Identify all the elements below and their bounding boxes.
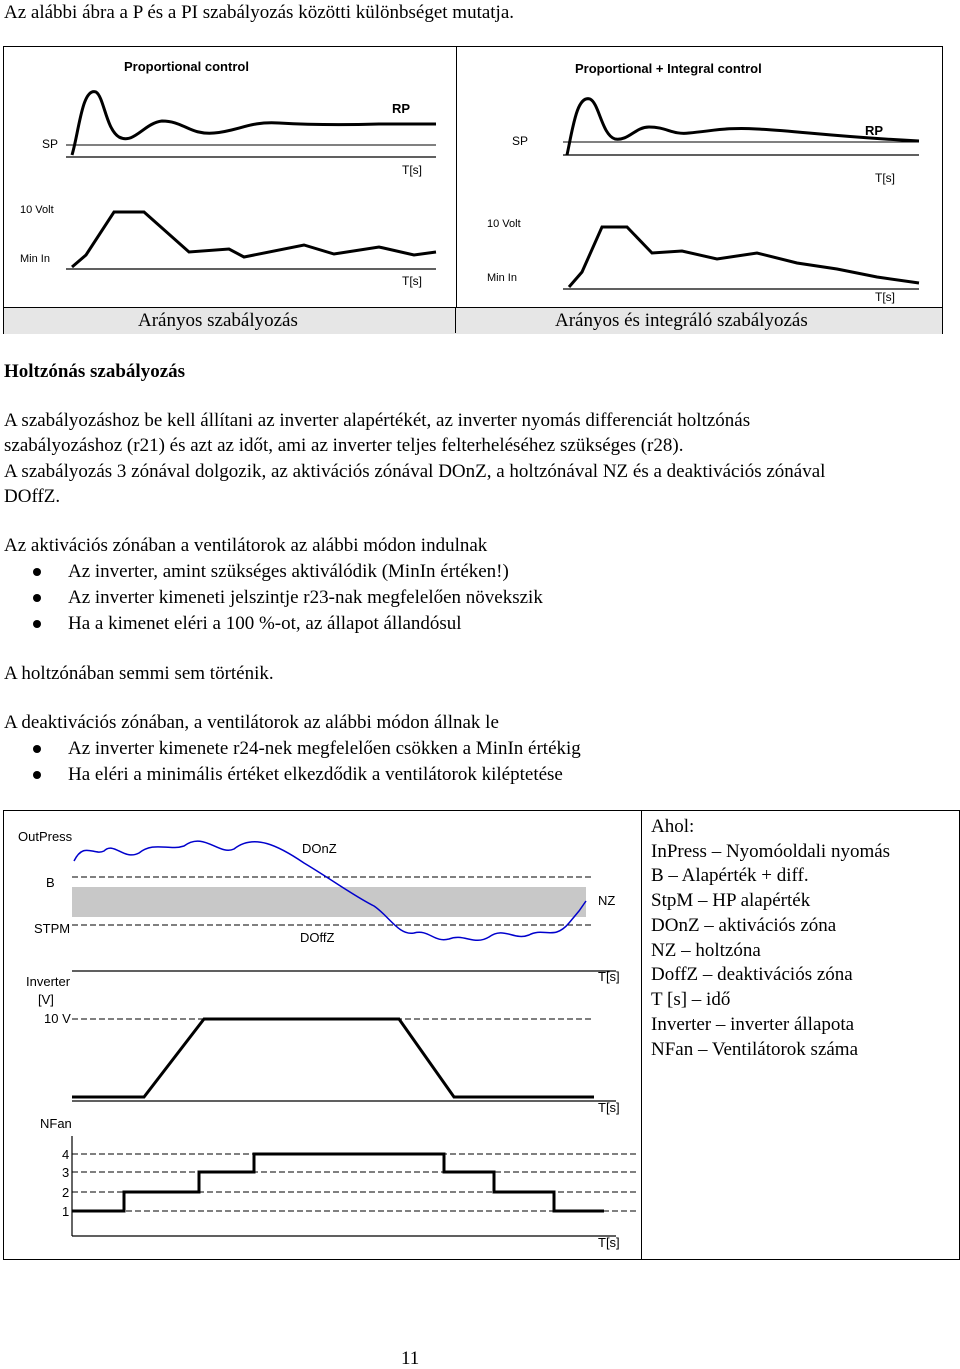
para-line: A szabályozás 3 zónával dolgozik, az aktivációs zónával DOnZ, a holtzónával NZ és a deaktivációs zónával — [4, 461, 826, 482]
fan-count-steps — [72, 1154, 604, 1211]
t-label-1: T[s] — [598, 969, 620, 984]
deactivation-intro: A deaktivációs zónában, a ventilátorok az alábbi módon állnak le — [4, 712, 499, 733]
t-label-3: T[s] — [598, 1235, 620, 1250]
p-t-label-1: T[s] — [402, 163, 422, 177]
stpm-label: STPM — [34, 921, 71, 936]
legend-line: NZ – holtzóna — [651, 940, 761, 961]
deactivation-bullet: Az inverter kimenete r24-nek megfelelően csökken a MinIn értékig — [68, 738, 581, 759]
p-rp-label: RP — [392, 101, 411, 116]
section-heading: Holtzónás szabályozás — [4, 361, 186, 382]
pi-chart — [457, 47, 941, 307]
bullet-dot — [33, 745, 41, 753]
activation-bullet: Ha a kimenet eléri a 100 %-ot, az állapot állandósul — [68, 613, 462, 634]
fan-tick-1: 1 — [62, 1204, 70, 1219]
para-line: szabályozáshoz (r21) és azt az időt, ami az inverter teljes felterheléséhez szükséges (r28). — [4, 435, 684, 456]
donz-label: DOnZ — [302, 841, 337, 856]
bullet-dot — [33, 771, 41, 779]
caption-proportional: Arányos szabályozás — [138, 310, 298, 331]
page-number: 11 — [401, 1348, 420, 1369]
deactivation-bullet: Ha eléri a minimális értéket elkezdődik a ventilátorok kiléptetése — [68, 764, 563, 785]
para-line: A szabályozáshoz be kell állítani az inverter alapértékét, az inverter nyomás differenciát holtzónás — [4, 410, 751, 431]
deadzone-text: A holtzónában semmi sem történik. — [4, 663, 274, 684]
activation-intro: Az aktivációs zónában a ventilátorok az alábbi módon indulnak — [4, 535, 488, 556]
b-label: B — [46, 875, 55, 890]
p-sp-label: SP — [42, 137, 59, 151]
fan-tick-2: 2 — [62, 1185, 70, 1200]
p-minin-label: Min In — [20, 253, 50, 265]
bullet-dot — [33, 620, 41, 628]
pi-t-label-1: T[s] — [875, 171, 895, 185]
outpress-label: OutPress — [18, 829, 73, 844]
deadzone-diagram — [4, 811, 639, 1259]
t-label-2: T[s] — [598, 1100, 620, 1115]
p-t-label-2: T[s] — [402, 274, 422, 288]
p-output-curve — [72, 212, 436, 267]
nfan-label: NFan — [40, 1116, 72, 1131]
inverter-curve — [72, 1019, 594, 1097]
nz-label: NZ — [598, 893, 616, 908]
pi-sp-label: SP — [512, 134, 529, 148]
bullet-dot — [33, 568, 41, 576]
pi-rp-label: RP — [865, 123, 884, 138]
table-divider — [641, 811, 642, 1259]
para-line: DOffZ. — [4, 486, 61, 507]
fan-tick-3: 3 — [62, 1165, 70, 1180]
pi-volt-label: 10 Volt — [487, 218, 521, 230]
bullet-dot — [33, 594, 41, 602]
legend-line: DOnZ – aktivációs zóna — [651, 915, 837, 936]
p-chart-title: Proportional control — [124, 59, 249, 74]
legend-line: Inverter – inverter állapota — [651, 1014, 855, 1035]
inverter-unit-label: [V] — [38, 992, 54, 1007]
pi-chart-title: Proportional + Integral control — [575, 61, 762, 76]
pi-t-label-2: T[s] — [875, 290, 895, 304]
intro-text: Az alábbi ábra a P és a PI szabályozás közötti különbséget mutatja. — [4, 2, 515, 23]
legend-line: StpM – HP alapérték — [651, 890, 811, 911]
ten-volt-label: 10 V — [44, 1011, 71, 1026]
proportional-chart — [4, 47, 454, 307]
caption-divider — [455, 307, 456, 333]
p-volt-label: 10 Volt — [20, 204, 54, 216]
neutral-zone-band — [72, 887, 586, 917]
fan-tick-4: 4 — [62, 1147, 70, 1162]
doffz-label: DOffZ — [300, 930, 335, 945]
legend-line: T [s] – idő — [651, 989, 731, 1010]
activation-bullet: Az inverter kimeneti jelszintje r23-nak megfelelően növekszik — [68, 587, 543, 608]
legend-line: Ahol: — [651, 816, 695, 837]
activation-bullet: Az inverter, amint szükséges aktiválódik (MinIn értéken!) — [68, 561, 509, 582]
legend-line: B – Alapérték + diff. — [651, 865, 809, 886]
pi-output-curve — [569, 227, 919, 287]
pi-minin-label: Min In — [487, 272, 517, 284]
legend-line: InPress – Nyomóoldali nyomás — [651, 841, 891, 862]
legend-line: DoffZ – deaktivációs zóna — [651, 964, 853, 985]
caption-proportional-integral: Arányos és integráló szabályozás — [555, 310, 808, 331]
legend-line: NFan – Ventilátorok száma — [651, 1039, 859, 1060]
inverter-label: Inverter — [26, 974, 71, 989]
